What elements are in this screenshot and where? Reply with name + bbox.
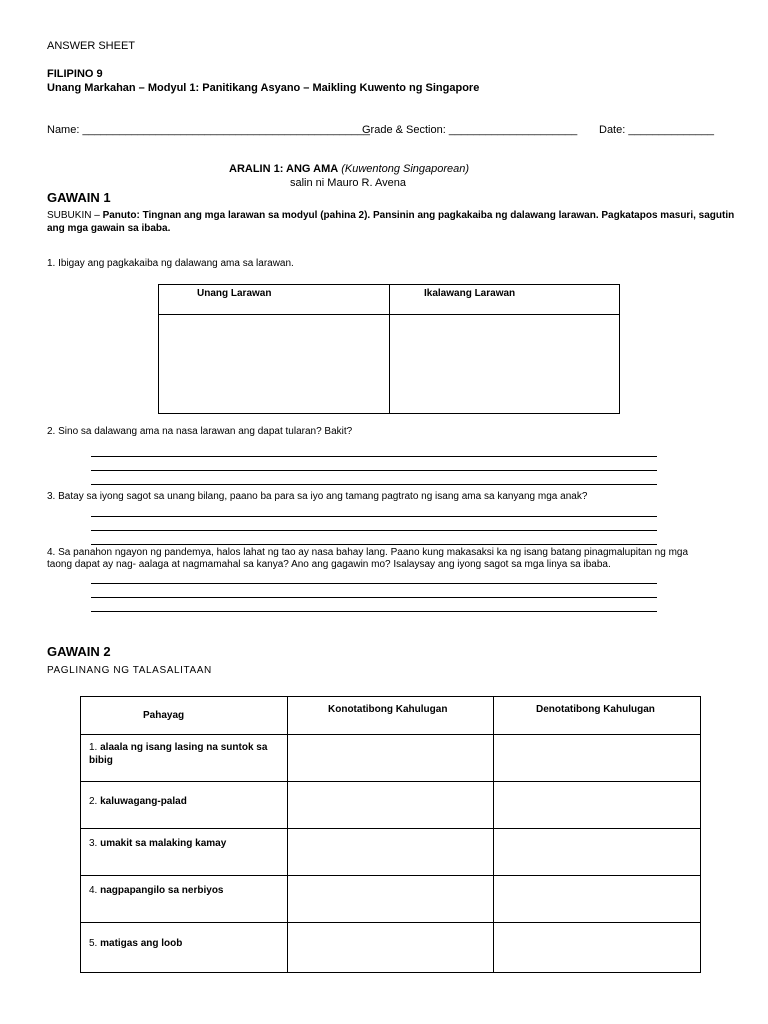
- vocab-answer-konotatibo[interactable]: [288, 735, 494, 782]
- lesson-subtitle: (Kuwentong Singaporean): [341, 163, 470, 175]
- answer-line[interactable]: [91, 544, 657, 545]
- comparison-table: [158, 284, 620, 414]
- gawain1-heading: GAWAIN 1: [47, 190, 111, 205]
- gawain2-heading: GAWAIN 2: [47, 644, 111, 659]
- answer-line[interactable]: [91, 470, 657, 471]
- vocab-answer-denotatibo[interactable]: [494, 735, 701, 782]
- module-title: Unang Markahan – Modyul 1: Panitikang Asyano – Maikling Kuwento ng Singapore: [47, 82, 480, 94]
- instructions-line1: Panuto: Tingnan ang mga larawan sa modyul (pahina 2). Pansinin ang pagkakaiba ng dalawang larawan. Pagkatapos masuri, sagutin: [102, 210, 735, 221]
- vocab-answer-konotatibo[interactable]: [288, 782, 494, 829]
- subject-title: FILIPINO 9: [47, 68, 103, 80]
- vocab-answer-konotatibo[interactable]: [288, 876, 494, 923]
- vocab-row-pahayag: 1. alaala ng isang lasing na suntok sa bibig: [81, 735, 288, 782]
- question-2: 2. Sino sa dalawang ama na nasa larawan ang dapat tularan? Bakit?: [47, 426, 353, 437]
- vocab-answer-denotatibo[interactable]: [494, 782, 701, 829]
- vocabulary-table: [80, 696, 701, 973]
- vocab-answer-denotatibo[interactable]: [494, 923, 701, 973]
- answer-line[interactable]: [91, 456, 657, 457]
- answer-line[interactable]: [91, 583, 657, 584]
- vocab-answer-denotatibo[interactable]: [494, 829, 701, 876]
- gawain2-subheading: PAGLINANG NG TALASALITAAN: [47, 665, 212, 676]
- name-field[interactable]: Name: _______________________________________________: [47, 124, 370, 136]
- comparison-header-second: Ikalawang Larawan: [390, 285, 620, 315]
- grade-section-field[interactable]: Grade & Section: _____________________: [362, 124, 578, 136]
- lesson-title-line: [229, 163, 469, 175]
- vocab-row-pahayag: 3. umakit sa malaking kamay: [81, 829, 288, 876]
- vocab-answer-denotatibo[interactable]: [494, 876, 701, 923]
- answer-line[interactable]: [91, 597, 657, 598]
- date-field[interactable]: Date: ______________: [599, 124, 714, 136]
- answer-line[interactable]: [91, 484, 657, 485]
- comparison-header-first: Unang Larawan: [159, 285, 390, 315]
- answer-line[interactable]: [91, 530, 657, 531]
- vocab-answer-konotatibo[interactable]: [288, 829, 494, 876]
- vocab-header-denotatibo: Denotatibong Kahulugan: [494, 697, 701, 735]
- vocab-header-konotatibo: Konotatibong Kahulugan: [288, 697, 494, 735]
- question-3: 3. Batay sa iyong sagot sa unang bilang, paano ba para sa iyo ang tamang pagtrato ng isang ama sa kanyang mga anak?: [47, 491, 588, 502]
- answer-sheet-label: ANSWER SHEET: [47, 40, 136, 52]
- subukin-label: SUBUKIN –: [47, 210, 100, 221]
- question-1: 1. Ibigay ang pagkakaiba ng dalawang ama sa larawan.: [47, 258, 294, 269]
- question-4-line2: taong dapat ay nag- aalaga at nagmamahal sa kanya? Ano ang gagawin mo? Isalaysay ang iyong sagot sa mga linya sa ibaba.: [47, 559, 611, 570]
- lesson-translator: salin ni Mauro R. Avena: [290, 177, 406, 189]
- answer-line[interactable]: [91, 516, 657, 517]
- gawain1-instructions: [47, 210, 734, 221]
- answer-line[interactable]: [91, 611, 657, 612]
- answer-cell-first[interactable]: [159, 315, 390, 414]
- lesson-title: ARALIN 1: ANG AMA: [229, 163, 339, 175]
- vocab-header-pahayag: Pahayag: [81, 697, 288, 735]
- vocab-row-pahayag: 5. matigas ang loob: [81, 923, 288, 973]
- vocab-row-pahayag: 2. kaluwagang-palad: [81, 782, 288, 829]
- question-4-line1: 4. Sa panahon ngayon ng pandemya, halos lahat ng tao ay nasa bahay lang. Paano kung makasaksi ka ng isang batang pinagmalupitan ng mga: [47, 547, 689, 558]
- vocab-row-pahayag: 4. nagpapangilo sa nerbiyos: [81, 876, 288, 923]
- instructions-line2: ang mga gawain sa ibaba.: [47, 223, 171, 234]
- vocab-answer-konotatibo[interactable]: [288, 923, 494, 973]
- answer-cell-second[interactable]: [390, 315, 620, 414]
